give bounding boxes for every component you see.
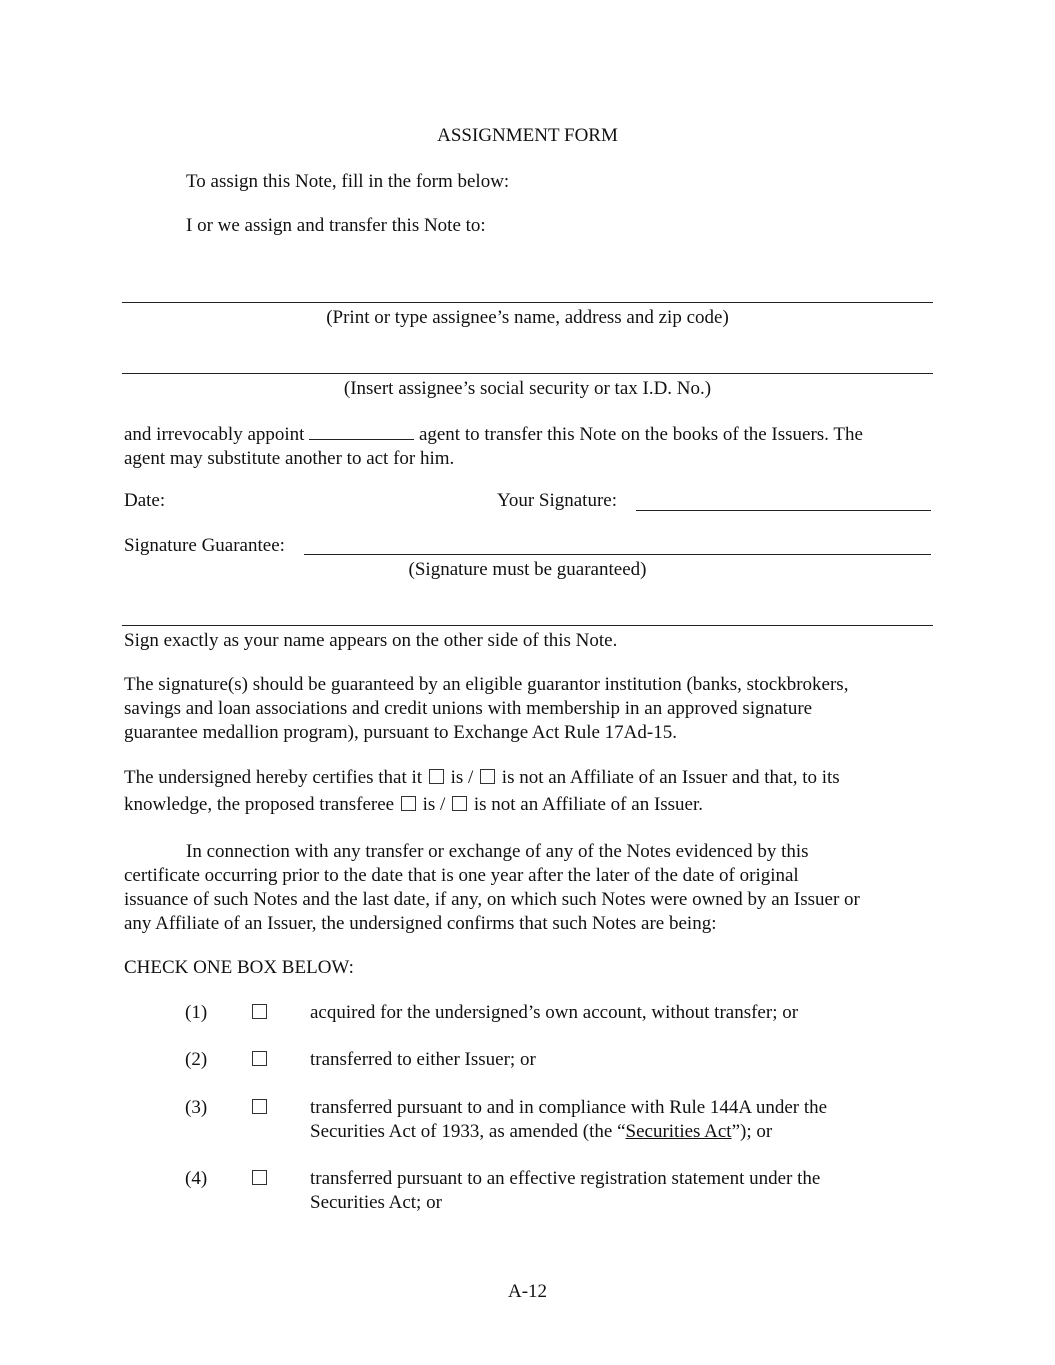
certify-text: is not an Affiliate of an Issuer and that, to its: [501, 767, 840, 788]
assign-line: I or we assign and transfer this Note to:: [186, 215, 486, 236]
guarantor-line: guarantee medallion program), pursuant to Exchange Act Rule 17Ad-15.: [124, 722, 677, 743]
signature-line[interactable]: [636, 510, 931, 511]
connection-line: In connection with any transfer or exchange of any of the Notes evidenced by this: [186, 841, 809, 862]
option-line: [310, 1120, 910, 1144]
certify-paragraph: [124, 766, 944, 817]
appoint-rest: agent to transfer this Note on the books of the Issuers. The: [418, 424, 863, 445]
certify-text: is not an Affiliate of an Issuer.: [473, 794, 704, 815]
option-line: Securities Act; or: [310, 1192, 442, 1213]
guarantee-line[interactable]: [304, 554, 931, 555]
date-label: Date:: [124, 490, 166, 511]
certify-line-2: [124, 793, 944, 817]
option-text: [310, 1167, 910, 1215]
certify-text: The undersigned hereby certifies that it: [124, 767, 423, 788]
option-text-part: Securities Act of 1933, as amended (the “: [310, 1121, 626, 1142]
certify-text: knowledge, the proposed transferee: [124, 794, 395, 815]
option-2: [0, 1048, 1055, 1078]
certify-is: is /: [450, 767, 474, 788]
agent-blank[interactable]: [309, 421, 414, 440]
appoint-prefix: and irrevocably appoint: [124, 424, 305, 445]
transferee-is-affiliate-checkbox[interactable]: [401, 796, 416, 811]
option-line: transferred pursuant to an effective registration statement under the: [310, 1168, 821, 1189]
check-one-heading: CHECK ONE BOX BELOW:: [124, 957, 354, 978]
connection-line: any Affiliate of an Issuer, the undersigned confirms that such Notes are being:: [124, 913, 717, 934]
assignee-caption: (Print or type assignee’s name, address and zip code): [326, 307, 729, 328]
guarantee-label: Signature Guarantee:: [124, 535, 285, 556]
option-4: [0, 1167, 1055, 1217]
signature-label: Your Signature:: [497, 490, 617, 511]
connection-paragraph: [124, 840, 944, 936]
option-3: [0, 1096, 1055, 1146]
option-number: (1): [185, 1002, 208, 1023]
page-number: A-12: [507, 1281, 548, 1302]
assignee-name-line[interactable]: [122, 302, 933, 303]
guarantor-line: The signature(s) should be guaranteed by an eligible guarantor institution (banks, stockbrokers,: [124, 674, 849, 695]
securities-act-term: Securities Act: [625, 1121, 732, 1142]
guarantor-paragraph: [124, 673, 944, 745]
is-not-affiliate-checkbox[interactable]: [480, 769, 495, 784]
transferee-is-not-affiliate-checkbox[interactable]: [452, 796, 467, 811]
form-title: ASSIGNMENT FORM: [437, 125, 618, 146]
appoint-line-1: [124, 421, 944, 447]
guarantor-line: savings and loan associations and credit unions with membership in an approved signature: [124, 698, 813, 719]
option-text: transferred to either Issuer; or: [310, 1049, 536, 1070]
option-2-checkbox[interactable]: [250, 1048, 269, 1072]
appoint-line-2: agent may substitute another to act for him.: [124, 448, 455, 469]
sign-exactly-text: Sign exactly as your name appears on the other side of this Note.: [124, 630, 618, 651]
intro-text: To assign this Note, fill in the form below:: [186, 171, 510, 192]
option-number: (3): [185, 1097, 208, 1118]
option-3-checkbox[interactable]: [250, 1096, 269, 1120]
certify-line-1: [124, 766, 944, 790]
option-line: transferred pursuant to and in compliance with Rule 144A under the: [310, 1097, 828, 1118]
option-text: acquired for the undersigned’s own account, without transfer; or: [310, 1002, 799, 1023]
connection-line: issuance of such Notes and the last date, if any, on which such Notes were owned by an Issuer or: [124, 889, 860, 910]
option-4-checkbox[interactable]: [250, 1167, 269, 1191]
option-1: [0, 1001, 1055, 1031]
divider-line: [122, 625, 933, 626]
tax-id-caption: (Insert assignee’s social security or tax I.D. No.): [343, 378, 712, 399]
option-number: (2): [185, 1049, 208, 1070]
connection-line: certificate occurring prior to the date that is one year after the later of the date of original: [124, 865, 799, 886]
option-text: [310, 1096, 910, 1144]
certify-is: is /: [422, 794, 446, 815]
option-text-part: ”); or: [731, 1121, 773, 1142]
appoint-paragraph: [124, 421, 944, 471]
option-number: (4): [185, 1168, 208, 1189]
guarantee-caption: (Signature must be guaranteed): [408, 559, 647, 580]
tax-id-line[interactable]: [122, 373, 933, 374]
option-1-checkbox[interactable]: [250, 1001, 269, 1025]
is-affiliate-checkbox[interactable]: [429, 769, 444, 784]
